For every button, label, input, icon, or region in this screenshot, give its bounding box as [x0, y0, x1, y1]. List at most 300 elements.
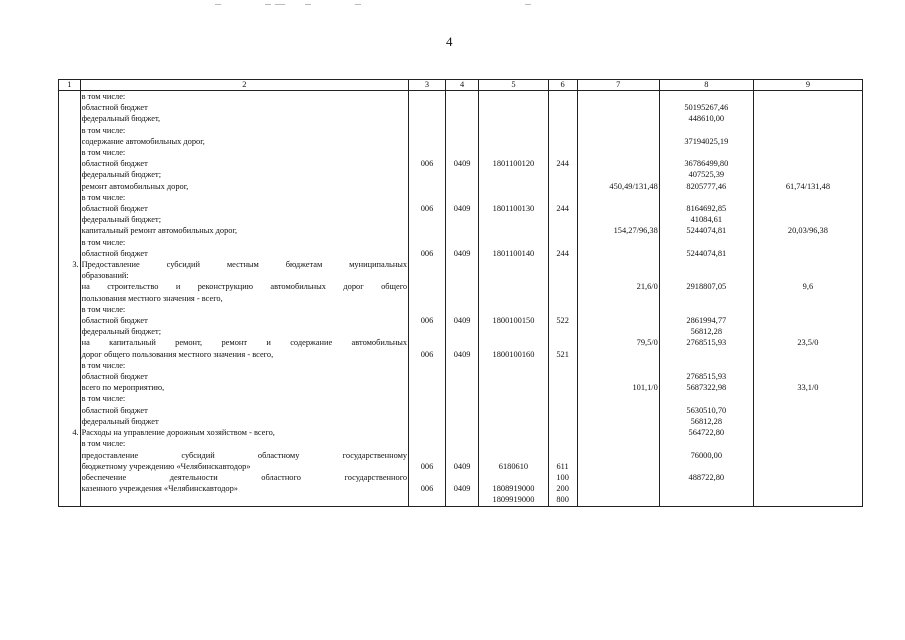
section-code: [445, 102, 479, 113]
table-row: [59, 125, 863, 136]
indicator-value: 154,27/96,38: [577, 225, 659, 236]
target-article-code: [479, 214, 548, 225]
expense-type-code: [548, 259, 577, 270]
target-article-code: [479, 293, 548, 304]
table-row: [59, 337, 863, 348]
section-code: 0409: [445, 349, 479, 360]
target-article-code: 6180610: [479, 461, 548, 472]
row-number: [59, 382, 81, 393]
target-article-code: 1800100150: [479, 315, 548, 326]
expense-type-code: [548, 113, 577, 124]
admin-code: [409, 281, 446, 292]
target-article-code: 1801100140: [479, 248, 548, 259]
indicator-value-alt: [753, 360, 862, 371]
column-header: 3: [409, 80, 446, 91]
expense-type-code: [548, 450, 577, 461]
row-description: в том числе:: [80, 192, 409, 203]
table-row: [59, 494, 863, 506]
table-row: [59, 225, 863, 236]
row-number: [59, 494, 81, 506]
row-description: на строительство и реконструкцию автомобильных дорог общего: [81, 282, 408, 292]
indicator-value: [577, 102, 659, 113]
row-number: [59, 393, 81, 404]
target-article-code: [479, 113, 548, 124]
row-description: федеральный бюджет;: [80, 326, 409, 337]
row-number: [59, 181, 81, 192]
column-header: 5: [479, 80, 548, 91]
expense-type-code: 100: [548, 472, 577, 483]
row-number: [59, 203, 81, 214]
row-number: [59, 113, 81, 124]
admin-code: [409, 304, 446, 315]
indicator-value: [577, 125, 659, 136]
row-description: капитальный ремонт автомобильных дорог,: [80, 225, 409, 236]
row-number: [59, 405, 81, 416]
indicator-value-alt: [753, 494, 862, 506]
row-description: федеральный бюджет: [80, 416, 409, 427]
target-article-code: [479, 450, 548, 461]
indicator-value-alt: [753, 304, 862, 315]
row-description: в том числе:: [80, 393, 409, 404]
indicator-value: [577, 371, 659, 382]
indicator-value-alt: [753, 326, 862, 337]
indicator-value-alt: [753, 450, 862, 461]
amount-value: 564722,80: [659, 427, 753, 438]
admin-code: [409, 472, 446, 483]
row-description: Предоставление субсидий местным бюджетам муниципальных: [81, 260, 408, 270]
expense-type-code: [548, 382, 577, 393]
table-row: [59, 371, 863, 382]
section-code: [445, 214, 479, 225]
amount-value: [659, 461, 753, 472]
table-row: [59, 472, 863, 483]
section-code: 0409: [445, 203, 479, 214]
admin-code: [409, 181, 446, 192]
amount-value: [659, 91, 753, 103]
indicator-value: [577, 427, 659, 438]
section-code: [445, 438, 479, 449]
expense-type-code: [548, 169, 577, 180]
target-article-code: [479, 181, 548, 192]
row-description: областной бюджет: [80, 405, 409, 416]
column-number-row: [59, 80, 863, 91]
table-row: [59, 147, 863, 158]
indicator-value-alt: [753, 405, 862, 416]
amount-value: [659, 304, 753, 315]
row-description: областной бюджет: [80, 248, 409, 259]
indicator-value-alt: [753, 136, 862, 147]
column-header: 2: [80, 80, 409, 91]
amount-value: 407525,39: [659, 169, 753, 180]
row-description: в том числе:: [80, 237, 409, 248]
section-code: [445, 337, 479, 348]
target-article-code: [479, 169, 548, 180]
row-description: в том числе:: [80, 125, 409, 136]
admin-code: [409, 393, 446, 404]
indicator-value-alt: [753, 259, 862, 270]
expense-type-code: [548, 405, 577, 416]
expense-type-code: [548, 427, 577, 438]
amount-value: 5244074,81: [659, 248, 753, 259]
target-article-code: [479, 225, 548, 236]
table-row: [59, 393, 863, 404]
section-code: [445, 494, 479, 506]
indicator-value-alt: 61,74/131,48: [753, 181, 862, 192]
table-row: [59, 405, 863, 416]
row-number: [59, 225, 81, 236]
indicator-value: [577, 113, 659, 124]
section-code: [445, 259, 479, 270]
target-article-code: [479, 102, 548, 113]
expense-type-code: [548, 416, 577, 427]
indicator-value-alt: [753, 147, 862, 158]
row-number: [59, 461, 81, 472]
admin-code: [409, 147, 446, 158]
indicator-value-alt: [753, 237, 862, 248]
target-article-code: [479, 259, 548, 270]
target-article-code: [479, 337, 548, 348]
admin-code: [409, 169, 446, 180]
indicator-value: [577, 349, 659, 360]
section-code: 0409: [445, 315, 479, 326]
section-code: [445, 181, 479, 192]
admin-code: [409, 214, 446, 225]
admin-code: [409, 113, 446, 124]
admin-code: 006: [409, 315, 446, 326]
row-description: областной бюджет: [80, 203, 409, 214]
row-description: федеральный бюджет,: [80, 113, 409, 124]
table-row: [59, 483, 863, 494]
row-description: пользования местного значения - всего,: [80, 293, 409, 304]
target-article-code: [479, 393, 548, 404]
admin-code: [409, 259, 446, 270]
admin-code: [409, 438, 446, 449]
expense-type-code: [548, 214, 577, 225]
amount-value: 8205777,46: [659, 181, 753, 192]
expense-type-code: [548, 192, 577, 203]
row-number: [59, 337, 81, 348]
section-code: [445, 427, 479, 438]
row-number: [59, 483, 81, 494]
expense-type-code: [548, 237, 577, 248]
row-description: федеральный бюджет;: [80, 169, 409, 180]
table-row: [59, 102, 863, 113]
section-code: [445, 113, 479, 124]
budget-table: [58, 79, 863, 507]
admin-code: [409, 405, 446, 416]
indicator-value: [577, 192, 659, 203]
amount-value: [659, 393, 753, 404]
target-article-code: [479, 91, 548, 103]
indicator-value-alt: [753, 113, 862, 124]
indicator-value-alt: [753, 416, 862, 427]
amount-value: [659, 270, 753, 281]
row-description: всего по мероприятию,: [80, 382, 409, 393]
expense-type-code: [548, 136, 577, 147]
section-code: [445, 304, 479, 315]
row-number: [59, 102, 81, 113]
expense-type-code: [548, 393, 577, 404]
expense-type-code: 521: [548, 349, 577, 360]
target-article-code: [479, 427, 548, 438]
section-code: [445, 416, 479, 427]
row-description: областной бюджет: [80, 158, 409, 169]
indicator-value-alt: [753, 248, 862, 259]
section-code: [445, 450, 479, 461]
indicator-value: [577, 438, 659, 449]
admin-code: [409, 270, 446, 281]
indicator-value-alt: [753, 158, 862, 169]
amount-value: 2768515,93: [659, 337, 753, 348]
section-code: [445, 192, 479, 203]
row-number: [59, 169, 81, 180]
amount-value: 5687322,98: [659, 382, 753, 393]
indicator-value: [577, 315, 659, 326]
row-description: образований:: [80, 270, 409, 281]
expense-type-code: 244: [548, 248, 577, 259]
amount-value: 37194025,19: [659, 136, 753, 147]
row-number: [59, 248, 81, 259]
amount-value: [659, 147, 753, 158]
amount-value: [659, 237, 753, 248]
table-row: [59, 281, 863, 292]
section-code: [445, 293, 479, 304]
section-code: [445, 136, 479, 147]
indicator-value-alt: [753, 371, 862, 382]
column-header: 1: [59, 80, 81, 91]
section-code: [445, 382, 479, 393]
table-row: [59, 360, 863, 371]
table-row: [59, 293, 863, 304]
target-article-code: [479, 371, 548, 382]
admin-code: 006: [409, 158, 446, 169]
table-row: [59, 169, 863, 180]
expense-type-code: [548, 102, 577, 113]
admin-code: [409, 225, 446, 236]
table-row: [59, 349, 863, 360]
admin-code: [409, 450, 446, 461]
section-code: [445, 281, 479, 292]
row-description: содержание автомобильных дорог,: [80, 136, 409, 147]
section-code: [445, 147, 479, 158]
indicator-value: [577, 450, 659, 461]
amount-value: 2918807,05: [659, 281, 753, 292]
amount-value: [659, 192, 753, 203]
row-description: [80, 494, 409, 506]
expense-type-code: [548, 326, 577, 337]
row-description: в том числе:: [80, 438, 409, 449]
row-description: в том числе:: [80, 360, 409, 371]
table-row: [59, 181, 863, 192]
indicator-value-alt: [753, 472, 862, 483]
row-description: в том числе:: [80, 91, 409, 103]
table-row: [59, 326, 863, 337]
row-number: [59, 136, 81, 147]
table-row: [59, 192, 863, 203]
table-row: [59, 237, 863, 248]
row-number: [59, 237, 81, 248]
indicator-value-alt: [753, 427, 862, 438]
expense-type-code: [548, 181, 577, 192]
indicator-value-alt: [753, 270, 862, 281]
amount-value: 56812,28: [659, 326, 753, 337]
indicator-value-alt: 20,03/96,38: [753, 225, 862, 236]
target-article-code: 1808919000: [479, 483, 548, 494]
indicator-value: [577, 270, 659, 281]
row-number: [59, 416, 81, 427]
section-code: 0409: [445, 483, 479, 494]
target-article-code: [479, 270, 548, 281]
target-article-code: [479, 304, 548, 315]
indicator-value-alt: [753, 438, 862, 449]
amount-value: [659, 293, 753, 304]
row-number: [59, 192, 81, 203]
row-number: [59, 304, 81, 315]
indicator-value-alt: 9,6: [753, 281, 862, 292]
column-header: 4: [445, 80, 479, 91]
admin-code: [409, 91, 446, 103]
expense-type-code: [548, 225, 577, 236]
amount-value: 8164692,85: [659, 203, 753, 214]
indicator-value-alt: [753, 315, 862, 326]
indicator-value: 101,1/0: [577, 382, 659, 393]
admin-code: [409, 102, 446, 113]
amount-value: 488722,80: [659, 472, 753, 483]
admin-code: [409, 326, 446, 337]
indicator-value-alt: [753, 91, 862, 103]
target-article-code: [479, 192, 548, 203]
indicator-value: 450,49/131,48: [577, 181, 659, 192]
amount-value: 2768515,93: [659, 371, 753, 382]
amount-value: 2861994,77: [659, 315, 753, 326]
table-row: [59, 416, 863, 427]
row-description: в том числе:: [80, 304, 409, 315]
target-article-code: [479, 125, 548, 136]
section-code: [445, 237, 479, 248]
table-row: [59, 270, 863, 281]
table-row: [59, 259, 863, 270]
table-row: [59, 304, 863, 315]
indicator-value-alt: 33,1/0: [753, 382, 862, 393]
indicator-value: [577, 248, 659, 259]
column-header: 9: [753, 80, 862, 91]
indicator-value: [577, 304, 659, 315]
indicator-value: [577, 147, 659, 158]
row-description: областной бюджет: [80, 315, 409, 326]
table-row: [59, 461, 863, 472]
row-description: предоставление субсидий областному государственному: [81, 450, 408, 460]
expense-type-code: [548, 371, 577, 382]
amount-value: 50195267,46: [659, 102, 753, 113]
admin-code: 006: [409, 248, 446, 259]
expense-type-code: [548, 147, 577, 158]
row-number: [59, 125, 81, 136]
table-row: [59, 214, 863, 225]
admin-code: [409, 494, 446, 506]
section-code: [445, 169, 479, 180]
indicator-value-alt: [753, 461, 862, 472]
expense-type-code: [548, 337, 577, 348]
column-header: 7: [577, 80, 659, 91]
expense-type-code: [548, 438, 577, 449]
row-number: [59, 438, 81, 449]
indicator-value-alt: [753, 393, 862, 404]
target-article-code: [479, 237, 548, 248]
target-article-code: [479, 136, 548, 147]
admin-code: [409, 136, 446, 147]
target-article-code: [479, 147, 548, 158]
row-description: федеральный бюджет;: [80, 214, 409, 225]
row-number: [59, 349, 81, 360]
amount-value: [659, 349, 753, 360]
row-description: обеспечение деятельности областного государственного: [81, 472, 408, 482]
table-row: [59, 315, 863, 326]
row-description: Расходы на управление дорожным хозяйством - всего,: [80, 427, 409, 438]
expense-type-code: 244: [548, 158, 577, 169]
column-header: 8: [659, 80, 753, 91]
row-number: [59, 326, 81, 337]
indicator-value: [577, 203, 659, 214]
row-number: [59, 147, 81, 158]
expense-type-code: 611: [548, 461, 577, 472]
indicator-value: [577, 91, 659, 103]
section-code: [445, 326, 479, 337]
row-description: дорог общего пользования местного значения - всего,: [80, 349, 409, 360]
target-article-code: 1801100120: [479, 158, 548, 169]
expense-type-code: 800: [548, 494, 577, 506]
amount-value: 56812,28: [659, 416, 753, 427]
row-number: [59, 214, 81, 225]
admin-code: [409, 125, 446, 136]
indicator-value: [577, 214, 659, 225]
amount-value: 36786499,80: [659, 158, 753, 169]
indicator-value-alt: [753, 349, 862, 360]
row-description: областной бюджет: [80, 102, 409, 113]
indicator-value: [577, 393, 659, 404]
target-article-code: 1800100160: [479, 349, 548, 360]
table-row: [59, 427, 863, 438]
amount-value: [659, 438, 753, 449]
row-number: [59, 315, 81, 326]
page-number: 4: [446, 34, 453, 49]
admin-code: 006: [409, 461, 446, 472]
row-number: [59, 371, 81, 382]
table-row: [59, 450, 863, 461]
target-article-code: [479, 281, 548, 292]
indicator-value: [577, 326, 659, 337]
row-number: [59, 158, 81, 169]
indicator-value-alt: [753, 214, 862, 225]
amount-value: 5630510,70: [659, 405, 753, 416]
admin-code: [409, 237, 446, 248]
indicator-value: [577, 360, 659, 371]
row-number: [59, 270, 81, 281]
indicator-value: [577, 259, 659, 270]
section-code: [445, 405, 479, 416]
amount-value: 448610,00: [659, 113, 753, 124]
column-header: 6: [548, 80, 577, 91]
section-code: 0409: [445, 158, 479, 169]
admin-code: 006: [409, 349, 446, 360]
row-number: [59, 360, 81, 371]
table-row: [59, 382, 863, 393]
admin-code: [409, 337, 446, 348]
admin-code: 006: [409, 203, 446, 214]
expense-type-code: 522: [548, 315, 577, 326]
section-code: [445, 225, 479, 236]
scan-artifacts: [215, 2, 545, 8]
indicator-value-alt: [753, 169, 862, 180]
